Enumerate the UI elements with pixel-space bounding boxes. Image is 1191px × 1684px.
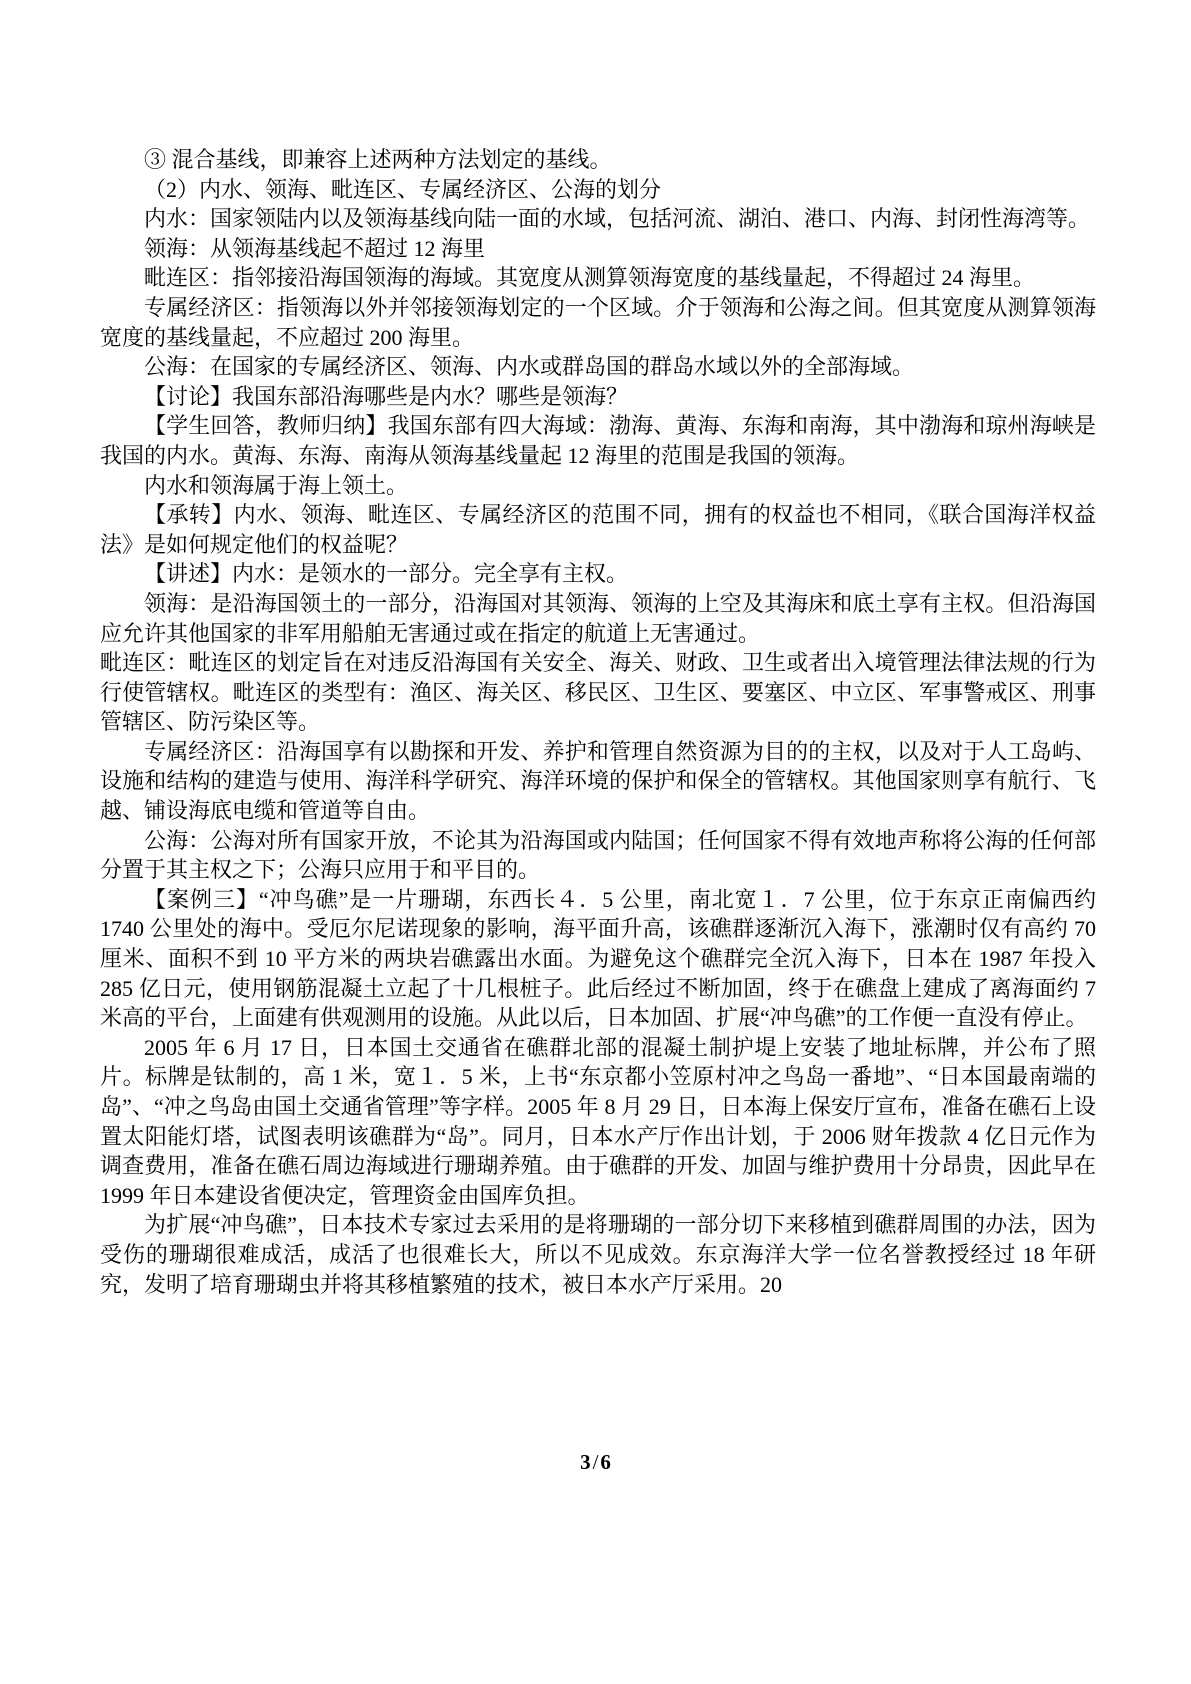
paragraph: 专属经济区：沿海国享有以勘探和开发、养护和管理自然资源为目的的主权，以及对于人工岛屿、设施和结构的建造与使用、海洋科学研究、海洋环境的保护和保全的管辖权。其他国家则享有航行、飞越、铺设海底电缆和管道等自由。 bbox=[100, 738, 1096, 824]
paragraph: 公海：公海对所有国家开放，不论其为沿海国或内陆国；任何国家不得有效地声称将公海的任何部分置于其主权之下；公海只应用于和平目的。 bbox=[100, 827, 1096, 883]
paragraph: 领海：是沿海国领土的一部分，沿海国对其领海、领海的上空及其海床和底土享有主权。但沿海国应允许其他国家的非军用船舶无害通过或在指定的航道上无害通过。 bbox=[100, 590, 1096, 646]
paragraph: 【承转】内水、领海、毗连区、专属经济区的范围不同，拥有的权益也不相同，《联合国海洋权益法》是如何规定他们的权益呢？ bbox=[100, 502, 1096, 557]
paragraph: 【案例三】“冲鸟礁”是一片珊瑚，东西长４．5 公里，南北宽１．7 公里，位于东京正南偏西约 1740 公里处的海中。受厄尔尼诺现象的影响，海平面升高，该礁群逐渐沉入海下，涨潮时仅有高约 70 厘米、面积不到 10 平方米的两块岩礁露出水面。为避免这个礁群完全沉入海下，日本在 1987 年投入 285 亿日元，使用钢筋混凝土立起了十几根桩子。此后经过不断加固，终于在礁盘上建成了离海面约 7 米高的平台，上面建有供观测用的设施。从此以后，日本加固、扩展“冲鸟礁”的工作便一直没有停止。 bbox=[100, 886, 1096, 1031]
paragraph: （2）内水、领海、毗连区、专属经济区、公海的划分 bbox=[144, 176, 662, 202]
paragraph: 毗连区：毗连区的划定旨在对违反沿海国有关安全、海关、财政、卫生或者出入境管理法律法规的行为行使管辖权。毗连区的类型有：渔区、海关区、移民区、卫生区、要塞区、中立区、军事警戒区、刑事管辖区、防污染区等。 bbox=[100, 650, 1096, 735]
document-body bbox=[100, 145, 1096, 1299]
paragraph: 毗连区：指邻接沿海国领海的海域。其宽度从测算领海宽度的基线量起，不得超过 24 海里。 bbox=[144, 265, 1036, 291]
paragraph: 为扩展“冲鸟礁”，日本技术专家过去采用的是将珊瑚的一部分切下来移植到礁群周围的办法，因为受伤的珊瑚很难成活，成活了也很难长大，所以不见成效。东京海洋大学一位名誉教授经过 18 年研究，发明了培育珊瑚虫并将其移植繁殖的技术，被日本水产厅采用。20 bbox=[100, 1212, 1096, 1297]
page-footer bbox=[0, 1448, 1191, 1477]
paragraph: 2005 年 6 月 17 日，日本国土交通省在礁群北部的混凝土制护堤上安装了地址标牌，并公布了照片。标牌是钛制的，高 1 米，宽１．5 米，上书“东京都小笠原村冲之鸟岛一番地”、“日本国最南端的岛”、“冲之鸟岛由国土交通省管理”等字样。2005 年 8 月 29 日，日本海上保安厅宣布，准备在礁石上设置太阳能灯塔，试图表明该礁群为“岛”。同月，日本水产厅作出计划，于 2006 财年拨款 4 亿日元作为调查费用，准备在礁石周边海域进行珊瑚养殖。由于礁群的开发、加固与维护费用十分昂贵，因此早在 1999 年日本建设省便决定，管理资金由国库负担。 bbox=[100, 1034, 1096, 1208]
paragraph: ③ 混合基线，即兼容上述两种方法划定的基线。 bbox=[144, 147, 612, 172]
paragraph: 【讲述】内水：是领水的一部分。完全享有主权。 bbox=[144, 561, 629, 587]
paragraph: 【学生回答，教师归纳】我国东部有四大海域：渤海、黄海、东海和南海，其中渤海和琼州海峡是我国的内水。黄海、东海、南海从领海基线量起 12 海里的范围是我国的领海。 bbox=[100, 413, 1096, 468]
paragraph: 【讨论】我国东部沿海哪些是内水？哪些是领海？ bbox=[144, 383, 629, 409]
paragraph: 内水：国家领陆内以及领海基线向陆一面的水域，包括河流、湖泊、港口、内海、封闭性海湾等。 bbox=[144, 206, 1091, 232]
paragraph: 领海：从领海基线起不超过 12 海里 bbox=[144, 235, 486, 261]
page-number-separator: / bbox=[592, 1450, 599, 1474]
paragraph: 内水和领海属于海上领土。 bbox=[144, 472, 409, 498]
page-number-current: 3 bbox=[580, 1450, 591, 1474]
paragraph: 专属经济区：指领海以外并邻接领海划定的一个区域。介于领海和公海之间。但其宽度从测算领海宽度的基线量起，不应超过 200 海里。 bbox=[100, 294, 1096, 350]
paragraph: 公海：在国家的专属经济区、领海、内水或群岛国的群岛水域以外的全部海域。 bbox=[144, 354, 915, 380]
page-number-total: 6 bbox=[600, 1450, 611, 1474]
